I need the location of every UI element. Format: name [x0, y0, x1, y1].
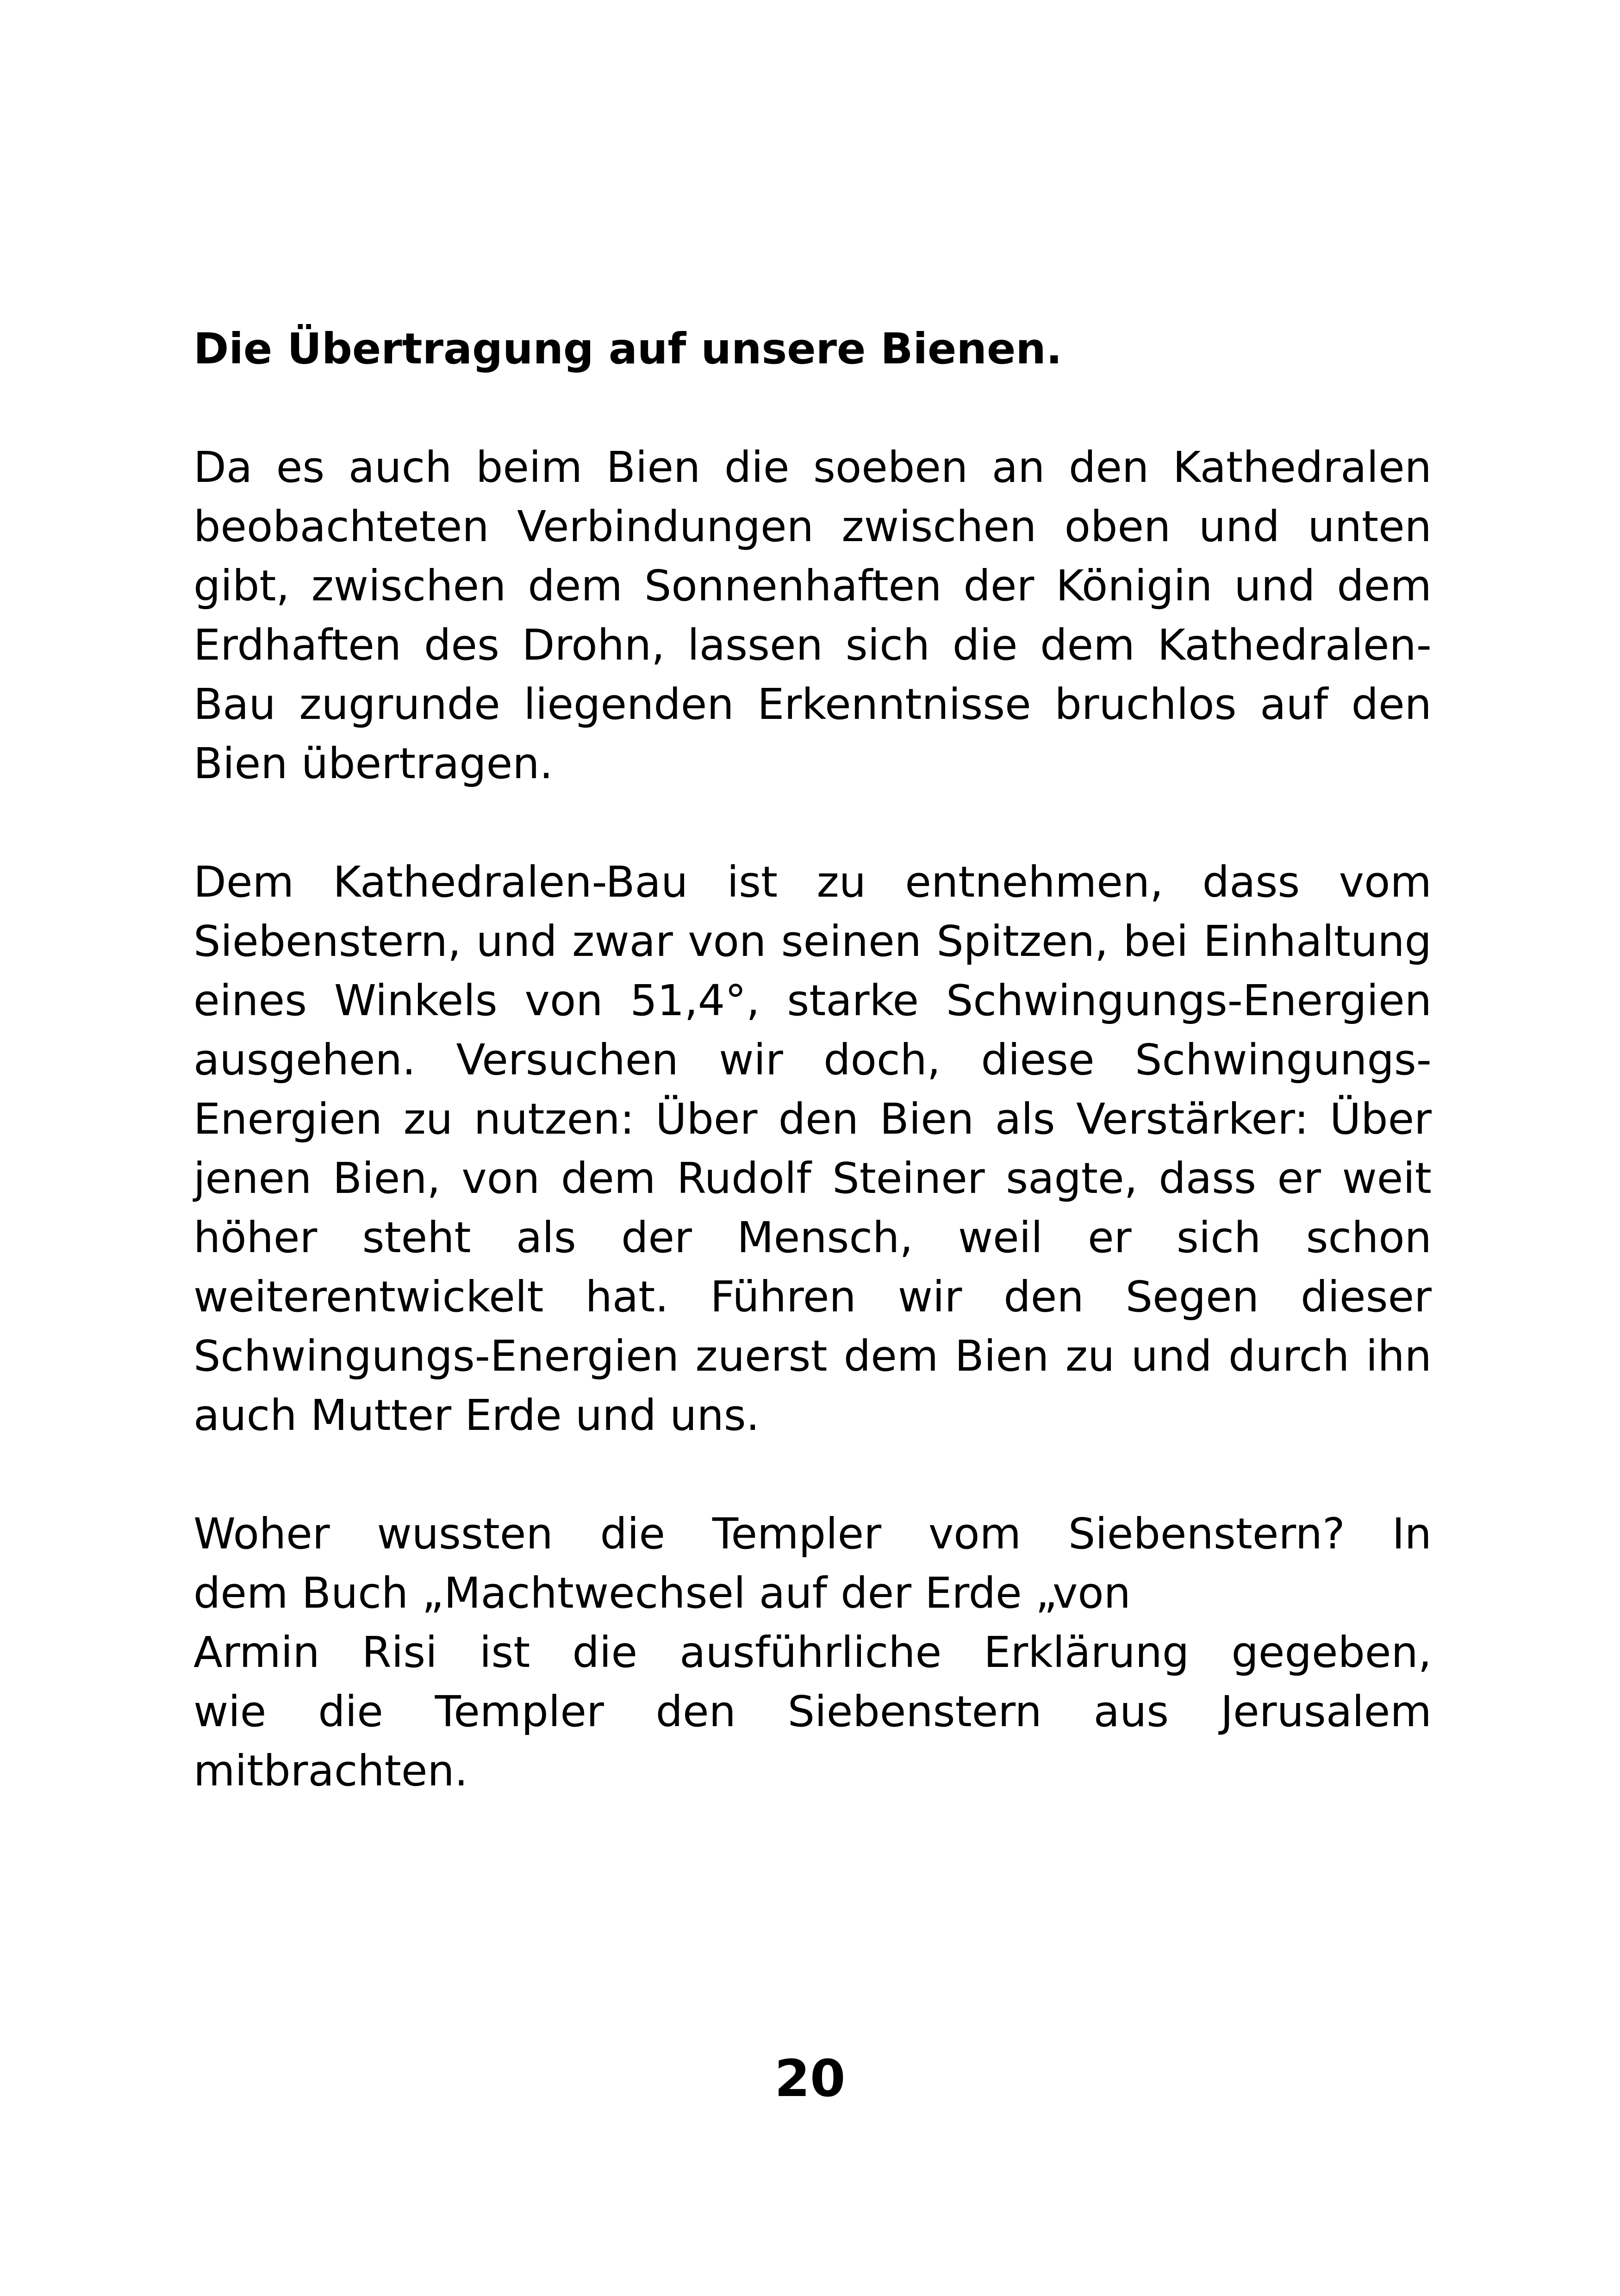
paragraph-3-line-5: mitbrachten.	[193, 1746, 468, 1796]
paragraph-3-line-1: Woher wussten die Templer vom Siebenstern? In	[193, 1509, 1432, 1559]
section-heading: Die Übertragung auf unsere Bienen.	[193, 324, 1062, 374]
paragraph-3	[193, 1504, 1432, 1801]
page-content	[193, 319, 1432, 1801]
paragraph-3-line-2: dem Buch „Machtwechsel auf der Erde „von	[193, 1568, 1131, 1618]
paragraph-3-line-4: wie die Templer den Siebenstern aus Jerusalem	[193, 1687, 1432, 1736]
paragraph-1: Da es auch beim Bien die soeben an den Kathedralen beobachteten Verbindungen zwischen oben und unten gibt, zwischen dem Sonnenhaften der Königin und dem Erdhaften des Drohn, lassen sich die dem Kathedralen-Bau zugrunde liegenden Erkenntnisse bruchlos auf den Bien übertragen.	[193, 443, 1432, 788]
paragraph-3-line-3: Armin Risi ist die ausführliche Erklärung gegeben,	[193, 1628, 1432, 1677]
page-number: 20	[774, 2049, 846, 2108]
paragraph-2: Dem Kathedralen-Bau ist zu entnehmen, dass vom Siebenstern, und zwar von seinen Spitzen, bei Einhaltung eines Winkels von 51,4°, starke Schwingungs-Energien ausgehen. Versuchen wir doch, diese Schwingungs-Energien zu nutzen: Über den Bien als Verstärker: Über jenen Bien, von dem Rudolf Steiner sagte, dass er weit höher steht als der Mensch, weil er sich schon weiterentwickelt hat. Führen wir den Segen dieser Schwingungs-Energien zuerst dem Bien zu und durch ihn auch Mutter Erde und uns.	[193, 857, 1432, 1440]
